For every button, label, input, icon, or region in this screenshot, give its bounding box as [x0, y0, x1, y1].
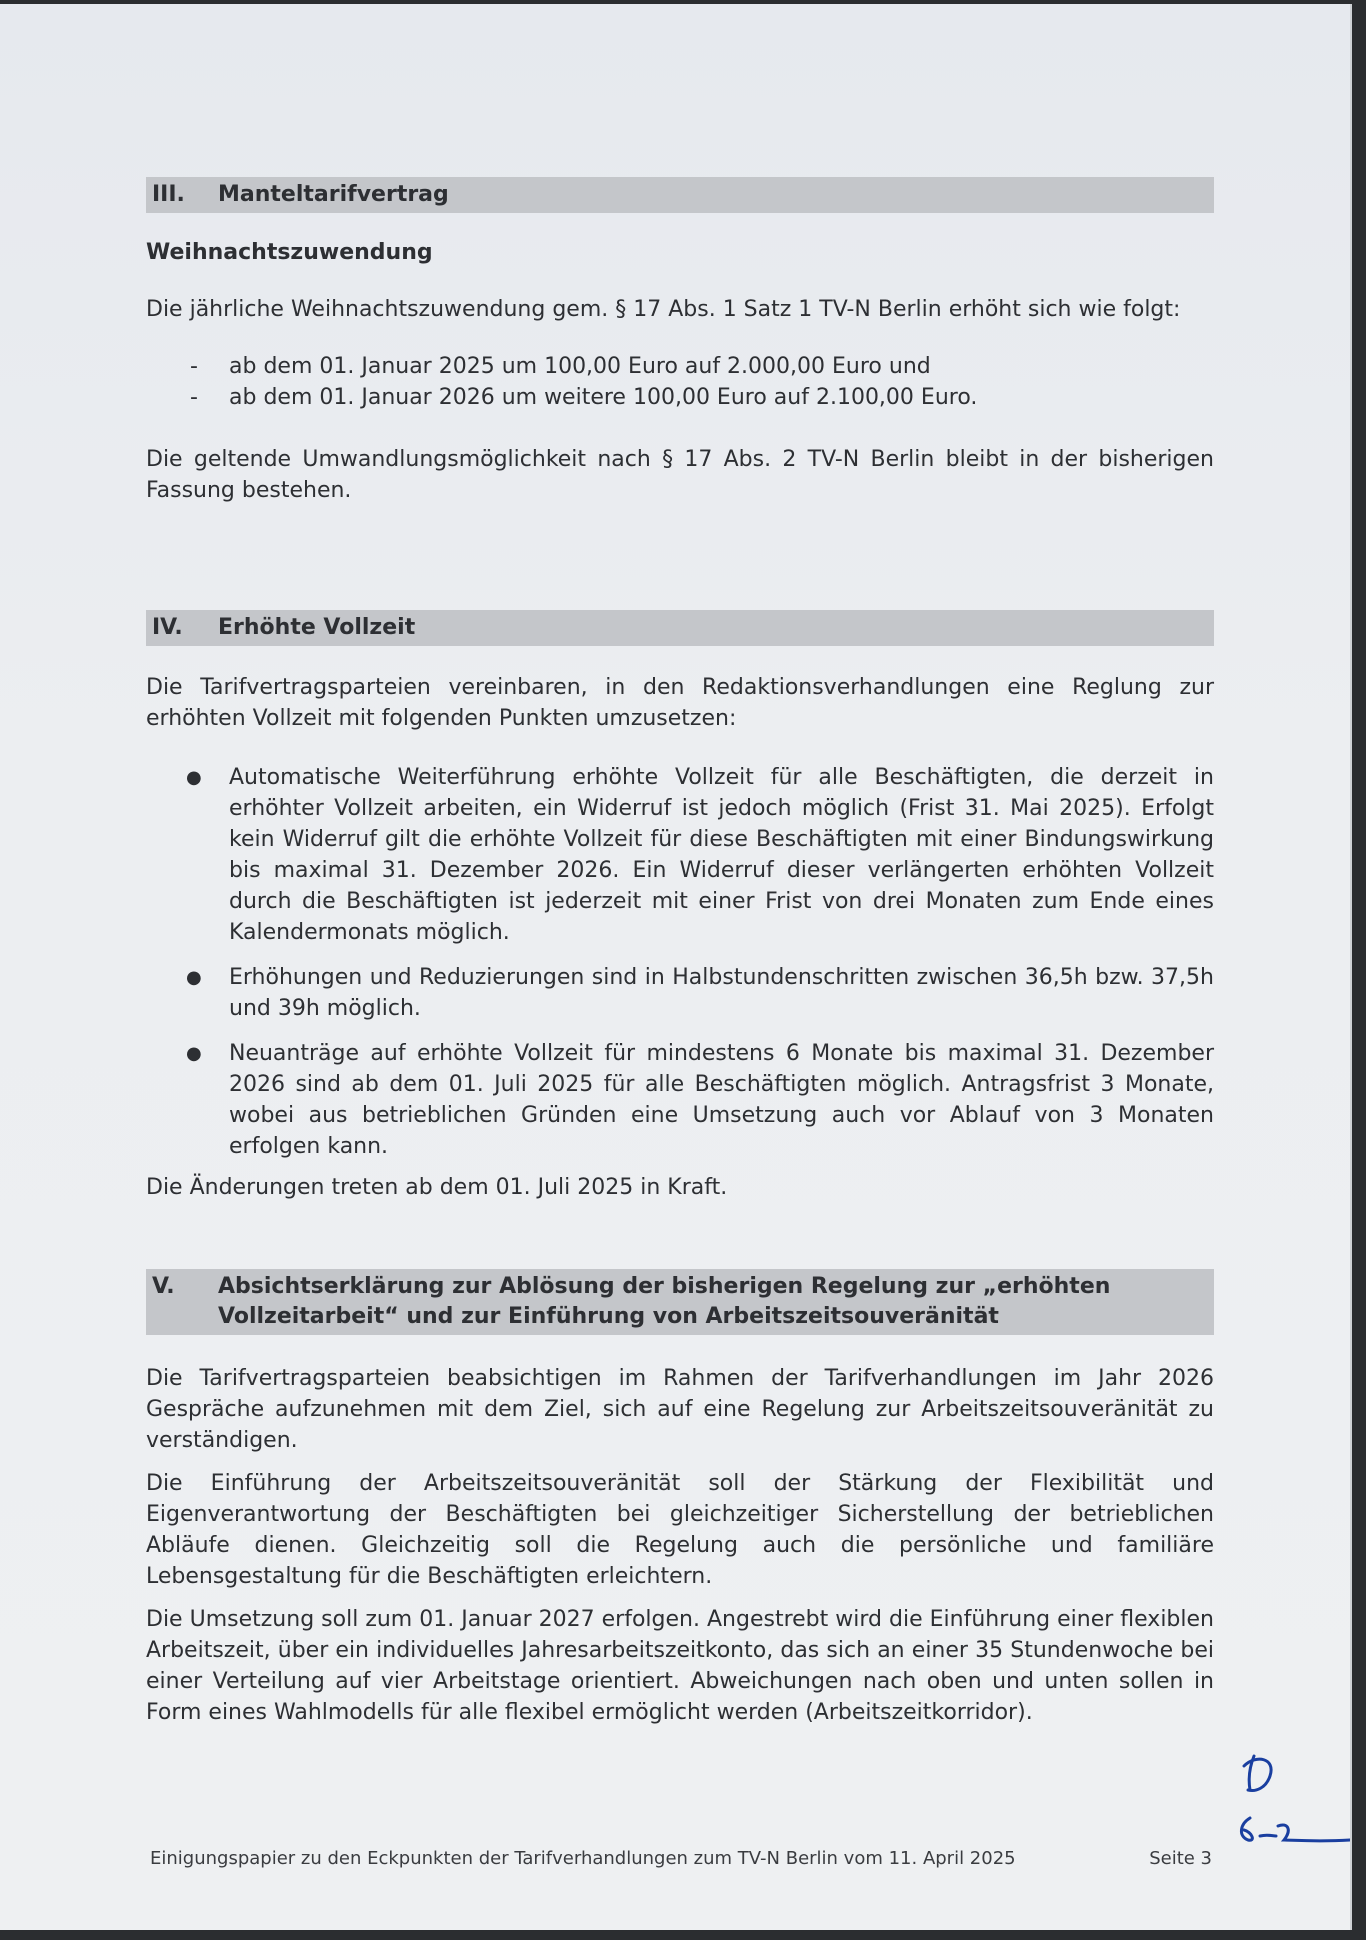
section-5-title: Absichtserklärung zur Ablösung der bisherigen Regelung zur „erhöhten Vollzeitarbeit“ und zur Einführung von Arbeitszeitsouveränität: [218, 1274, 1111, 1329]
page-number: Seite 3: [1149, 1848, 1212, 1869]
footer-text: Einigungspapier zu den Eckpunkten der Tarifverhandlungen zum TV-N Berlin vom 11. April 2025: [150, 1848, 1016, 1869]
section-5-paragraph: Die Einführung der Arbeitszeitsouveränität soll der Stärkung der Flexibilität und Eigenverantwortung der Beschäftigten bei gleichzeitiger Sicherstellung der betrieblichen Abläufe dienen. Gleichzeitig soll die Regelung auch die persönliche und familiäre Lebensgestaltung für die Beschäftigten erleichtern.: [146, 1471, 1214, 1589]
list-item: ● Erhöhungen und Reduzierungen sind in Halbstundenschritten zwischen 36,5h bzw. 37,5h und 39h möglich.: [186, 965, 1214, 1021]
section-3-closing: Die geltende Umwandlungsmöglichkeit nach § 17 Abs. 2 TV-N Berlin bleibt in der bisherigen Fassung bestehen.: [146, 447, 1214, 503]
page-footer: [150, 1848, 1212, 1869]
section-4: [146, 610, 1214, 1203]
list-item: - ab dem 01. Januar 2025 um 100,00 Euro auf 2.000,00 Euro und: [190, 354, 931, 379]
document-page: [0, 4, 1352, 1930]
list-item: ● Neuanträge auf erhöhte Vollzeit für mindestens 6 Monate bis maximal 31. Dezember 2026 sind ab dem 01. Juli 2025 für alle Beschäftigten möglich. Antragsfrist 3 Monate, wobei aus betrieblichen Gründen eine Umsetzung auch vor Ablauf von 3 Monaten erfolgen kann.: [186, 1041, 1214, 1159]
section-5-paragraph: Die Umsetzung soll zum 01. Januar 2027 erfolgen. Angestrebt wird die Einführung einer flexiblen Arbeitszeit, über ein individuelles Jahresarbeitszeitkonto, das sich an einer 35 Stundenwoche bei einer Verteilung auf vier Arbeitstage orientiert. Abweichungen nach oben und unten sollen in Form eines Wahlmodells für alle flexibel ermöglicht werden (Arbeitszeitkorridor).: [146, 1607, 1214, 1725]
section-3-subheading: Weihnachtszuwendung: [146, 240, 433, 265]
section-4-closing: Die Änderungen treten ab dem 01. Juli 2025 in Kraft.: [146, 1175, 728, 1200]
section-4-list: [146, 762, 1214, 1162]
section-3-list: [146, 351, 1214, 413]
section-3-number: III.: [152, 182, 185, 207]
section-4-number: IV.: [152, 615, 183, 640]
section-3: [146, 177, 1214, 506]
section-5-paragraph: Die Tarifvertragsparteien beabsichtigen im Rahmen der Tarifverhandlungen im Jahr 2026 Gespräche aufzunehmen mit dem Ziel, sich auf eine Regelung zur Arbeitszeitsouveränität zu verständigen.: [146, 1366, 1214, 1453]
section-3-title: Manteltarifvertrag: [218, 182, 449, 207]
section-5-number: V.: [152, 1274, 175, 1299]
handwritten-initials: [1226, 1744, 1352, 1864]
section-5-heading: [146, 1269, 1214, 1335]
section-3-heading: [146, 177, 1214, 213]
section-3-intro: Die jährliche Weihnachtszuwendung gem. § 17 Abs. 1 Satz 1 TV-N Berlin erhöht sich wie folgt:: [146, 297, 1181, 322]
section-4-intro: Die Tarifvertragsparteien vereinbaren, in den Redaktionsverhandlungen eine Reglung zur erhöhten Vollzeit mit folgenden Punkten umzusetzen:: [146, 675, 1214, 731]
section-4-title: Erhöhte Vollzeit: [218, 615, 416, 640]
list-item: - ab dem 01. Januar 2026 um weitere 100,00 Euro auf 2.100,00 Euro.: [190, 385, 978, 410]
list-item: ● Automatische Weiterführung erhöhte Vollzeit für alle Beschäftigten, die derzeit in erhöhter Vollzeit arbeiten, ein Widerruf ist jedoch möglich (Frist 31. Mai 2025). Erfolgt kein Widerruf gilt die erhöhte Vollzeit für diese Beschäftigten mit einer Bindungswirkung bis maximal 31. Dezember 2026. Ein Widerruf dieser verlängerten erhöhten Vollzeit durch die Beschäftigten ist jederzeit mit einer Frist von drei Monaten zum Ende eines Kalendermonats möglich.: [186, 765, 1214, 945]
section-4-heading: [146, 610, 1214, 646]
section-5: [146, 1269, 1214, 1728]
